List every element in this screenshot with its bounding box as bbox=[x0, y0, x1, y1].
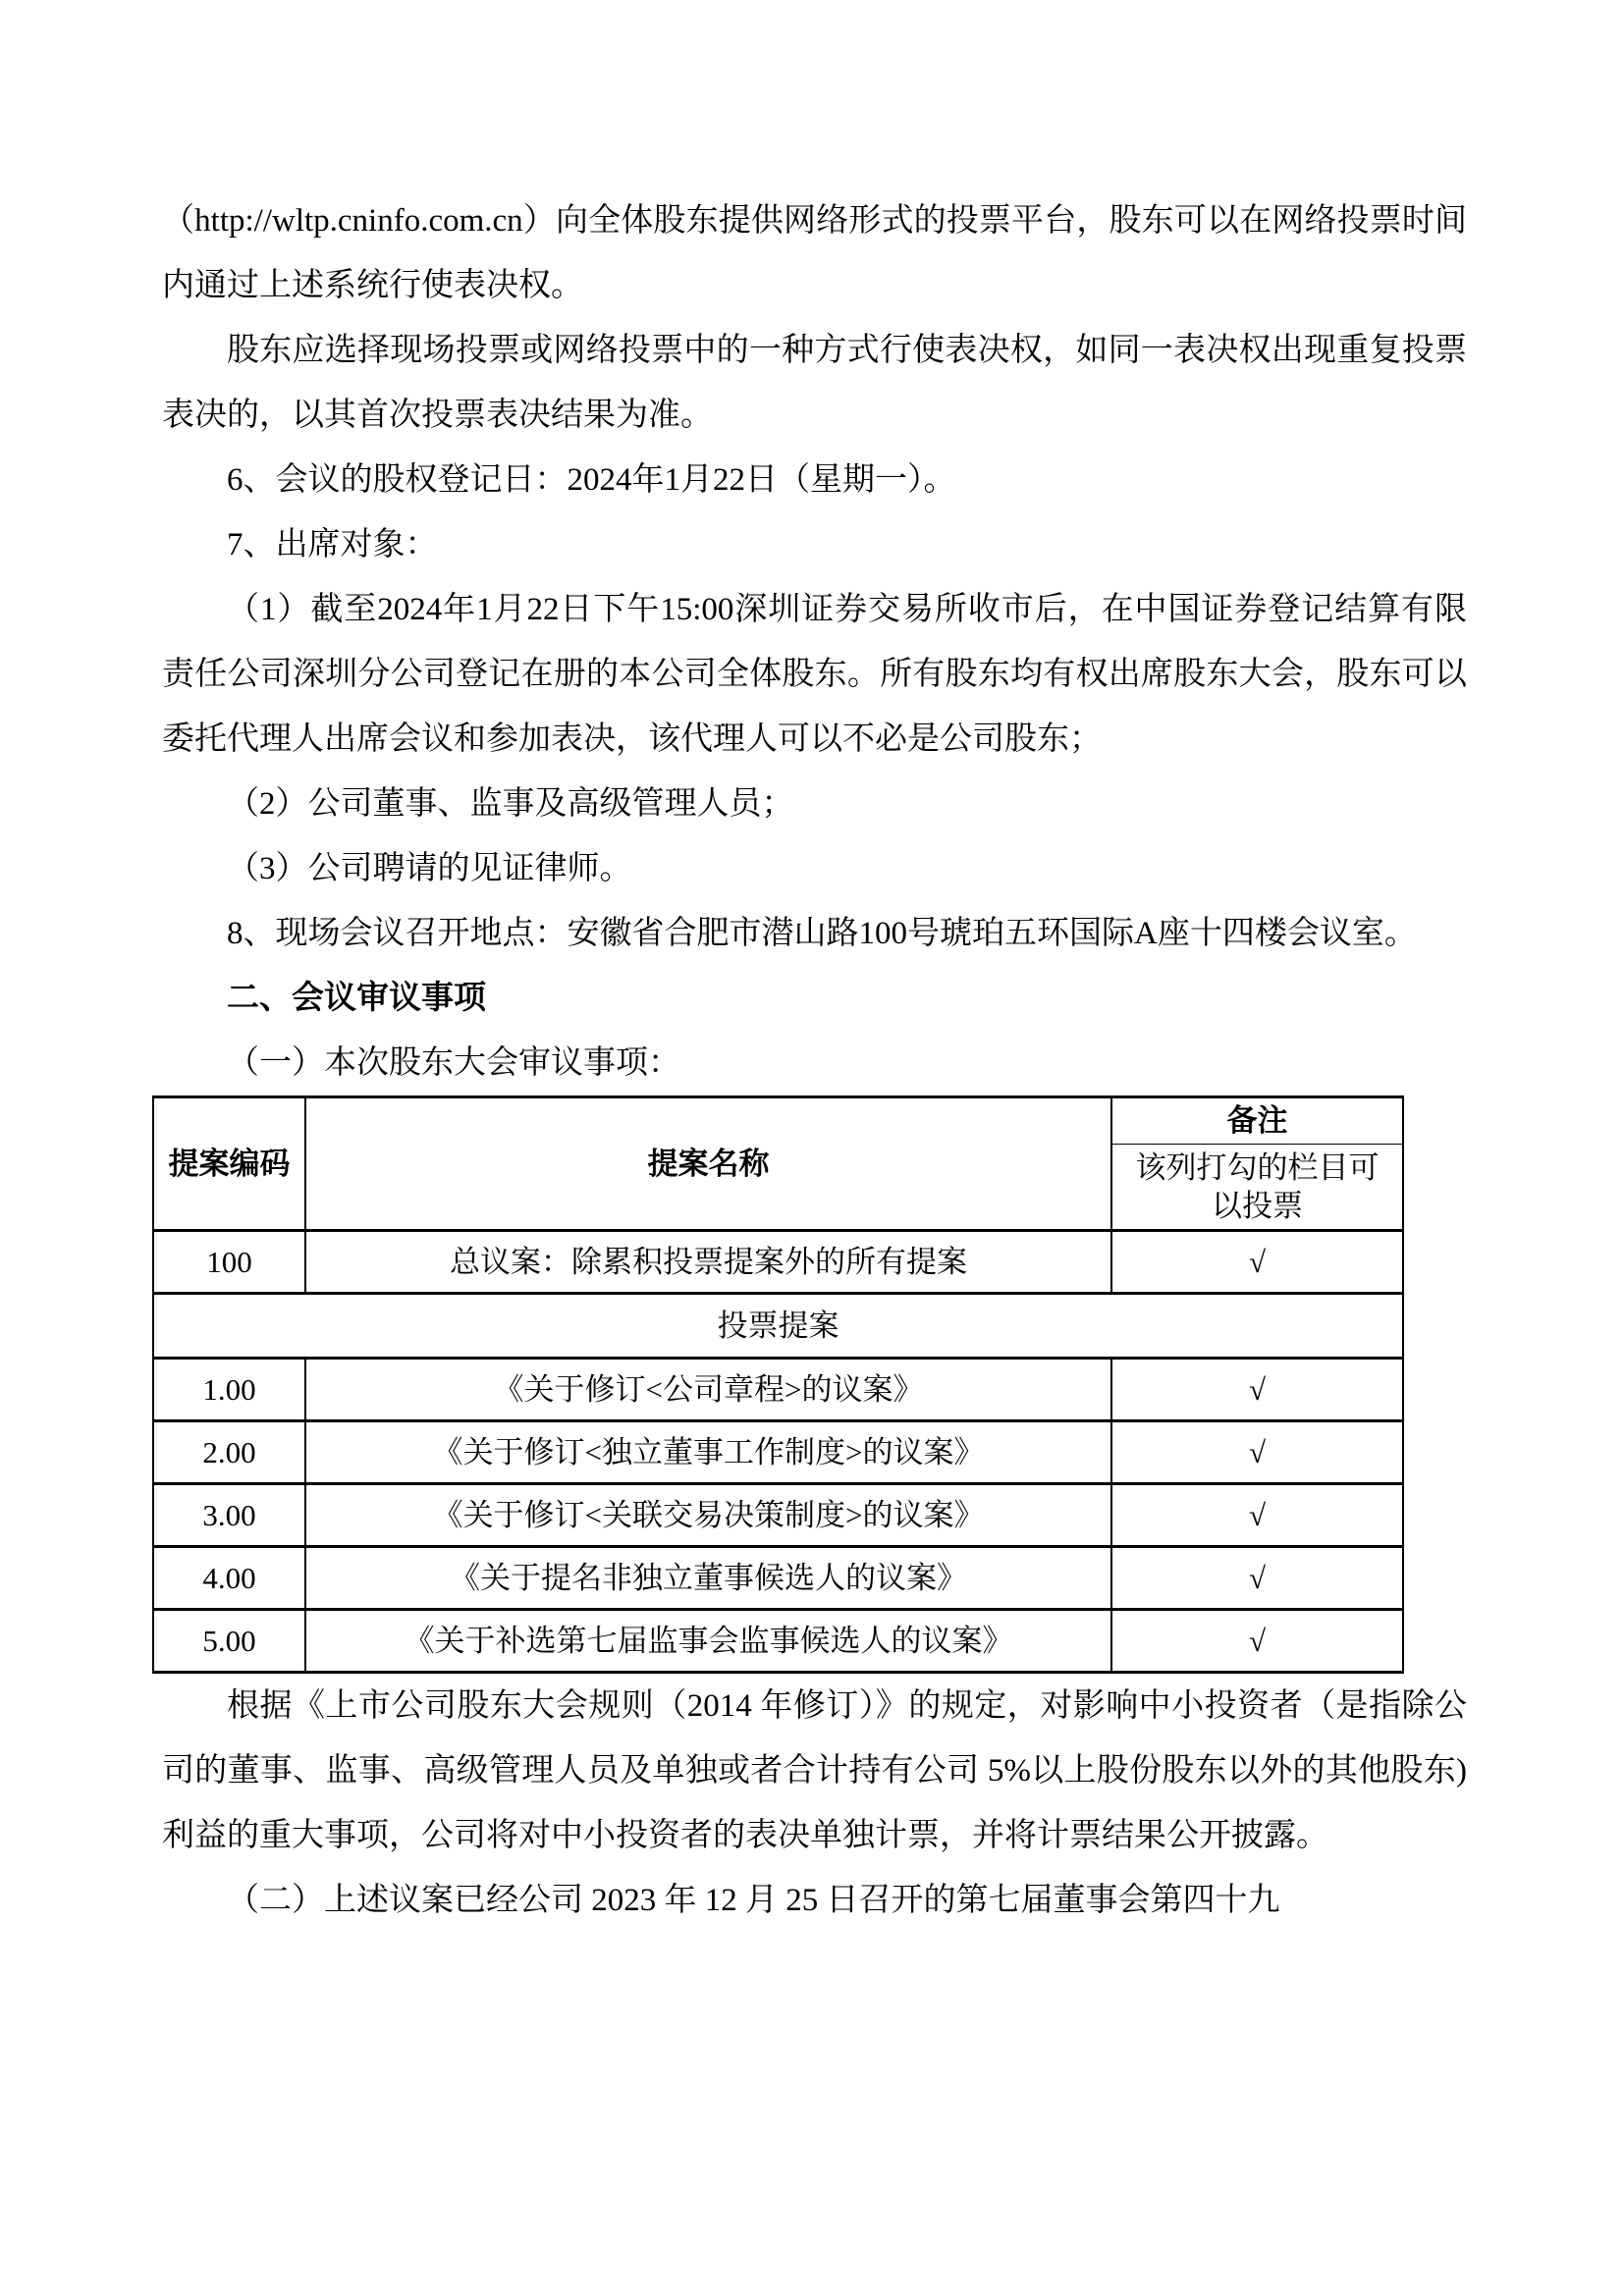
proposal-remark-cell: √ bbox=[1111, 1359, 1403, 1421]
proposals-table bbox=[152, 1095, 1404, 1674]
table-row bbox=[153, 1484, 1403, 1547]
item-7-1-shareholders: （1）截至2024年1月22日下午15:00深圳证券交易所收市后，在中国证券登记结算有限责任公司深圳分公司登记在册的本公司全体股东。所有股东均有权出席股东大会，股东可以委托代理人出席会议和参加表决，该代理人可以不必是公司股东； bbox=[162, 592, 1467, 757]
table-row bbox=[153, 1610, 1403, 1673]
table-row bbox=[153, 1547, 1403, 1610]
item-7-3-witness-lawyer: （3）公司聘请的见证律师。 bbox=[227, 851, 632, 886]
table-row bbox=[153, 1359, 1403, 1421]
proposal-remark-cell: √ bbox=[1111, 1421, 1403, 1484]
heading-review-items: 二、会议审议事项 bbox=[227, 981, 486, 1016]
paragraph-voting-platform: （http://wltp.cninfo.com.cn）向全体股东提供网络形式的投票平台，股东可以在网络投票时间内通过上述系统行使表决权。 bbox=[162, 203, 1467, 303]
item-6-record-date: 6、会议的股权登记日：2024年1月22日（星期一）。 bbox=[227, 462, 956, 498]
paragraph-board-meeting-approval: （二）上述议案已经公司 2023 年 12 月 25 日召开的第七届董事会第四十九 bbox=[227, 1883, 1280, 1918]
item-7-2-directors-supervisors: （2）公司董事、监事及高级管理人员； bbox=[227, 786, 794, 822]
proposal-name-cell: 《关于提名非独立董事候选人的议案》 bbox=[305, 1547, 1111, 1610]
proposal-name-cell: 《关于补选第七届监事会监事候选人的议案》 bbox=[305, 1610, 1111, 1673]
col-header-proposal-code: 提案编码 bbox=[153, 1097, 305, 1231]
proposal-remark-cell: √ bbox=[1111, 1484, 1403, 1547]
table-row-general-proposal bbox=[153, 1231, 1403, 1294]
paragraph-voting-method: 股东应选择现场投票或网络投票中的一种方式行使表决权，如同一表决权出现重复投票表决的，以其首次投票表决结果为准。 bbox=[162, 333, 1467, 433]
col-header-proposal-name: 提案名称 bbox=[305, 1097, 1111, 1231]
proposal-code-cell: 100 bbox=[153, 1231, 305, 1294]
table-row-voting-proposals-divider bbox=[153, 1294, 1403, 1359]
proposal-name-cell: 总议案：除累积投票提案外的所有提案 bbox=[305, 1231, 1111, 1294]
subheading-proposals: （一）本次股东大会审议事项： bbox=[227, 1045, 680, 1081]
col-header-remark: 备注 bbox=[1111, 1097, 1403, 1145]
proposal-code-cell: 4.00 bbox=[153, 1547, 305, 1610]
table-row bbox=[153, 1421, 1403, 1484]
proposal-code-cell: 3.00 bbox=[153, 1484, 305, 1547]
proposal-code-cell: 5.00 bbox=[153, 1610, 305, 1673]
voting-proposals-label: 投票提案 bbox=[153, 1294, 1403, 1359]
item-8-meeting-venue: 8、现场会议召开地点：安徽省合肥市潜山路100号琥珀五环国际A座十四楼会议室。 bbox=[227, 916, 1417, 951]
item-7-attendees: 7、出席对象： bbox=[227, 527, 438, 562]
table-header-row bbox=[153, 1097, 1403, 1145]
proposal-code-cell: 2.00 bbox=[153, 1421, 305, 1484]
proposal-name-cell: 《关于修订<关联交易决策制度>的议案》 bbox=[305, 1484, 1111, 1547]
proposal-name-cell: 《关于修订<独立董事工作制度>的议案》 bbox=[305, 1421, 1111, 1484]
proposal-remark-cell: √ bbox=[1111, 1547, 1403, 1610]
proposal-remark-cell: √ bbox=[1111, 1610, 1403, 1673]
paragraph-small-investors-rule: 根据《上市公司股东大会规则（2014 年修订）》的规定，对影响中小投资者（是指除公司的董事、监事、高级管理人员及单独或者合计持有公司 5%以上股份股东以外的其他股东)利益的重大事项，公司将对中小投资者的表决单独计票，并将计票结果公开披露。 bbox=[162, 1688, 1467, 1853]
proposal-code-cell: 1.00 bbox=[153, 1359, 305, 1421]
proposal-remark-cell: √ bbox=[1111, 1231, 1403, 1294]
proposal-name-cell: 《关于修订<公司章程>的议案》 bbox=[305, 1359, 1111, 1421]
remark-note: 该列打勾的栏目可以投票 bbox=[1111, 1145, 1403, 1231]
